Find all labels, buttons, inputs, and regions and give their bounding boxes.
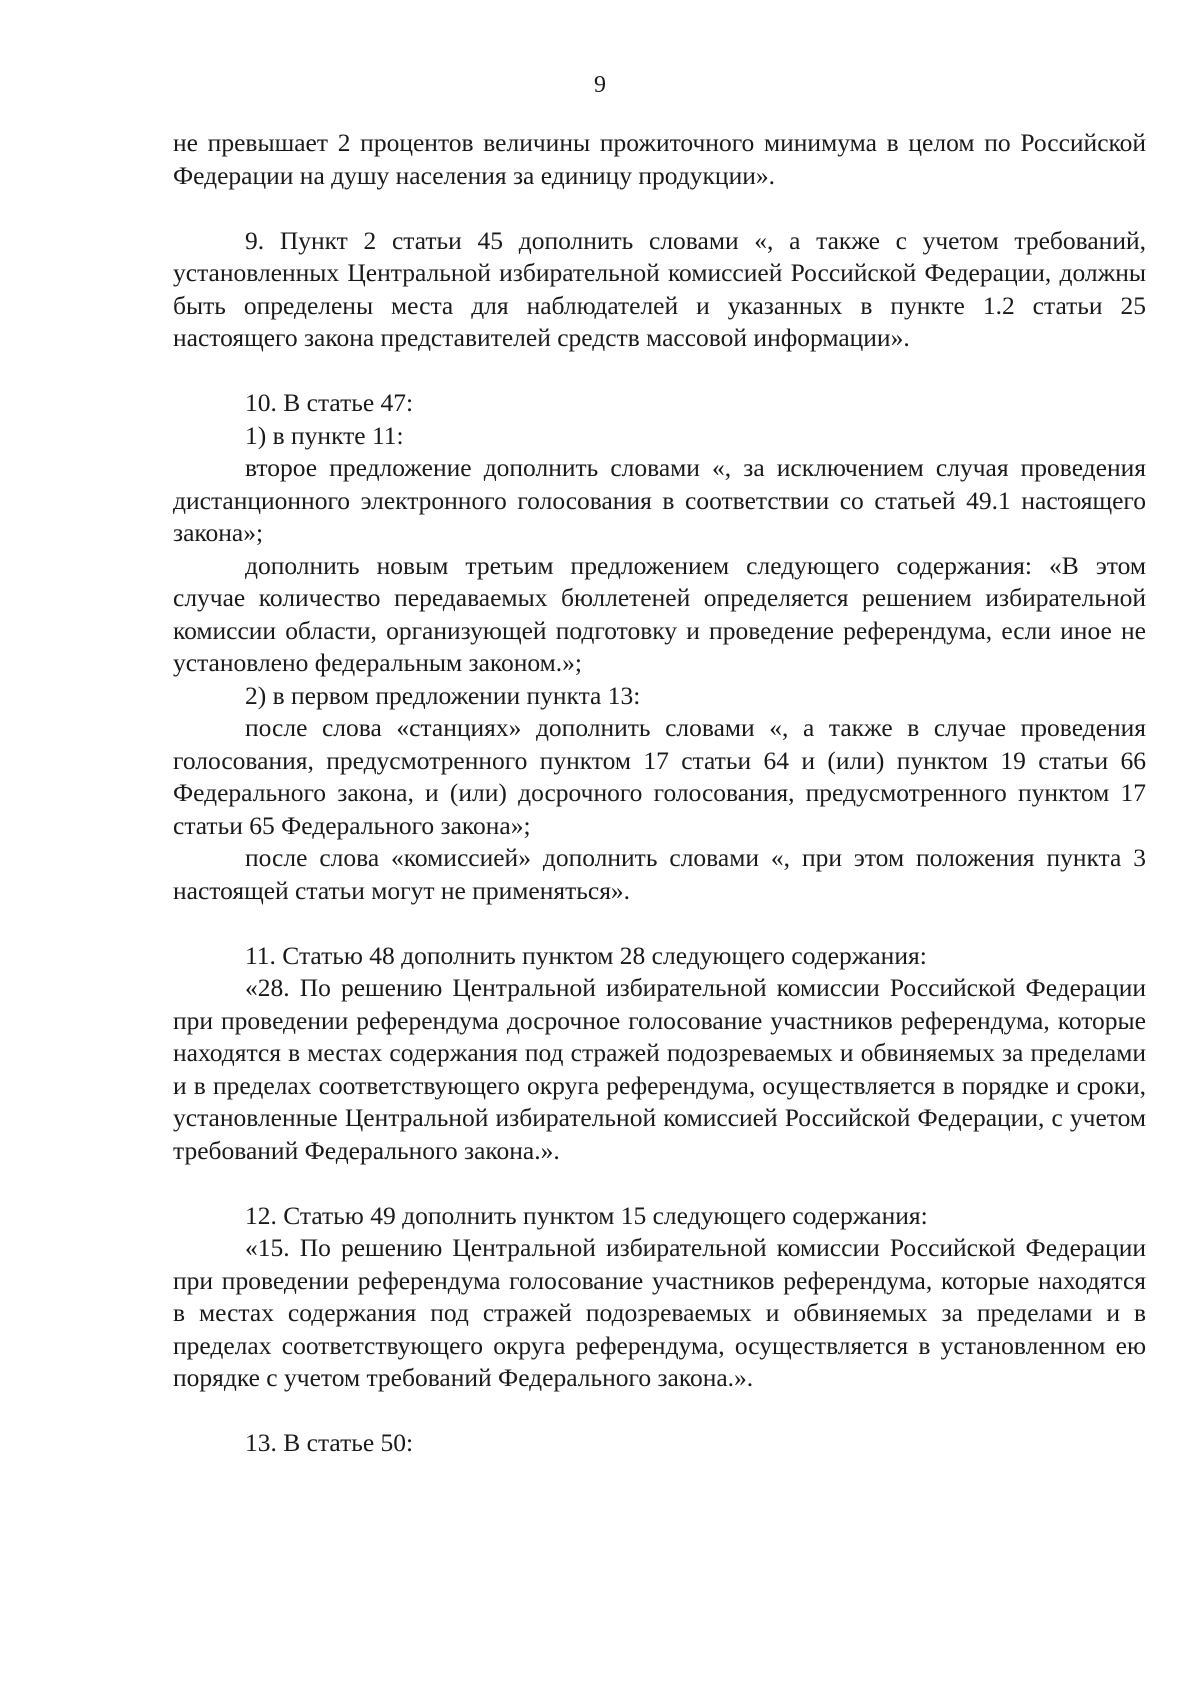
subitem-10-2-stations: после слова «станциях» дополнить словами «, а также в случае проведения голосования, предусмотренного пунктом 17 статьи 64 и (или) пунктом 19 статьи 66 Федерального закона, и (или) досрочного голосования, предусмотренного пунктом 17 статьи 65 Федерального закона»; xyxy=(173,713,1146,840)
subitem-10-2-commission: после слова «комиссией» дополнить словами «, при этом положения пункта 3 настоящей статьи могут не применяться». xyxy=(173,843,1146,905)
subitem-10-2: 2) в первом предложении пункта 13: xyxy=(245,680,641,710)
subitem-10-1-second-sentence: второе предложение дополнить словами «, за исключением случая проведения дистанционного электронного голосования в соответствии со статьей 49.1 настоящего закона»; xyxy=(173,453,1146,547)
paragraph-item-11: 11. Статью 48 дополнить пунктом 28 следующего содержания: xyxy=(245,940,927,970)
document-body xyxy=(173,127,1146,1460)
subitem-10-1-third-sentence: дополнить новым третьим предложением следующего содержания: «В этом случае количество передаваемых бюллетеней определяется решением избирательной комиссии области, организующей подготовку и проведение референдума, если иное не установлено федеральным законом.»; xyxy=(173,550,1146,677)
paragraph-item-12: 12. Статью 49 дополнить пунктом 15 следующего содержания: xyxy=(245,1200,928,1230)
paragraph-continuation: не превышает 2 процентов величины прожиточного минимума в целом по Российской Федерации на душу населения за единицу продукции». xyxy=(173,128,1146,190)
subitem-10-1: 1) в пункте 11: xyxy=(245,420,404,450)
quote-item-28: «28. По решению Центральной избирательной комиссии Российской Федерации при проведении референдума досрочное голосование участников референдума, которые находятся в местах содержания под стражей подозреваемых и обвиняемых за пределами и в пределах соответствующего округа референдума, осуществляется в порядке и сроки, установленные Центральной избирательной комиссией Российской Федерации, с учетом требований Федерального закона.». xyxy=(173,973,1146,1165)
page-number: 9 xyxy=(594,72,606,98)
quote-item-15: «15. По решению Центральной избирательной комиссии Российской Федерации при проведении референдума голосование участников референдума, которые находятся в местах содержания под стражей подозреваемых и обвиняемых за пределами и в пределах соответствующего округа референдума, осуществляется в установленном ею порядке с учетом требований Федерального закона.». xyxy=(173,1233,1146,1392)
paragraph-item-10: 10. В статье 47: xyxy=(245,388,414,417)
paragraph-item-13: 13. В статье 50: xyxy=(245,1428,414,1457)
paragraph-item-9: 9. Пункт 2 статьи 45 дополнить словами «, а также с учетом требований, установленных Центральной избирательной комиссией Российской Федерации, должны быть определены места для наблюдателей и указанных в пункте 1.2 статьи 25 настоящего закона представителей средств массовой информации». xyxy=(173,225,1146,352)
